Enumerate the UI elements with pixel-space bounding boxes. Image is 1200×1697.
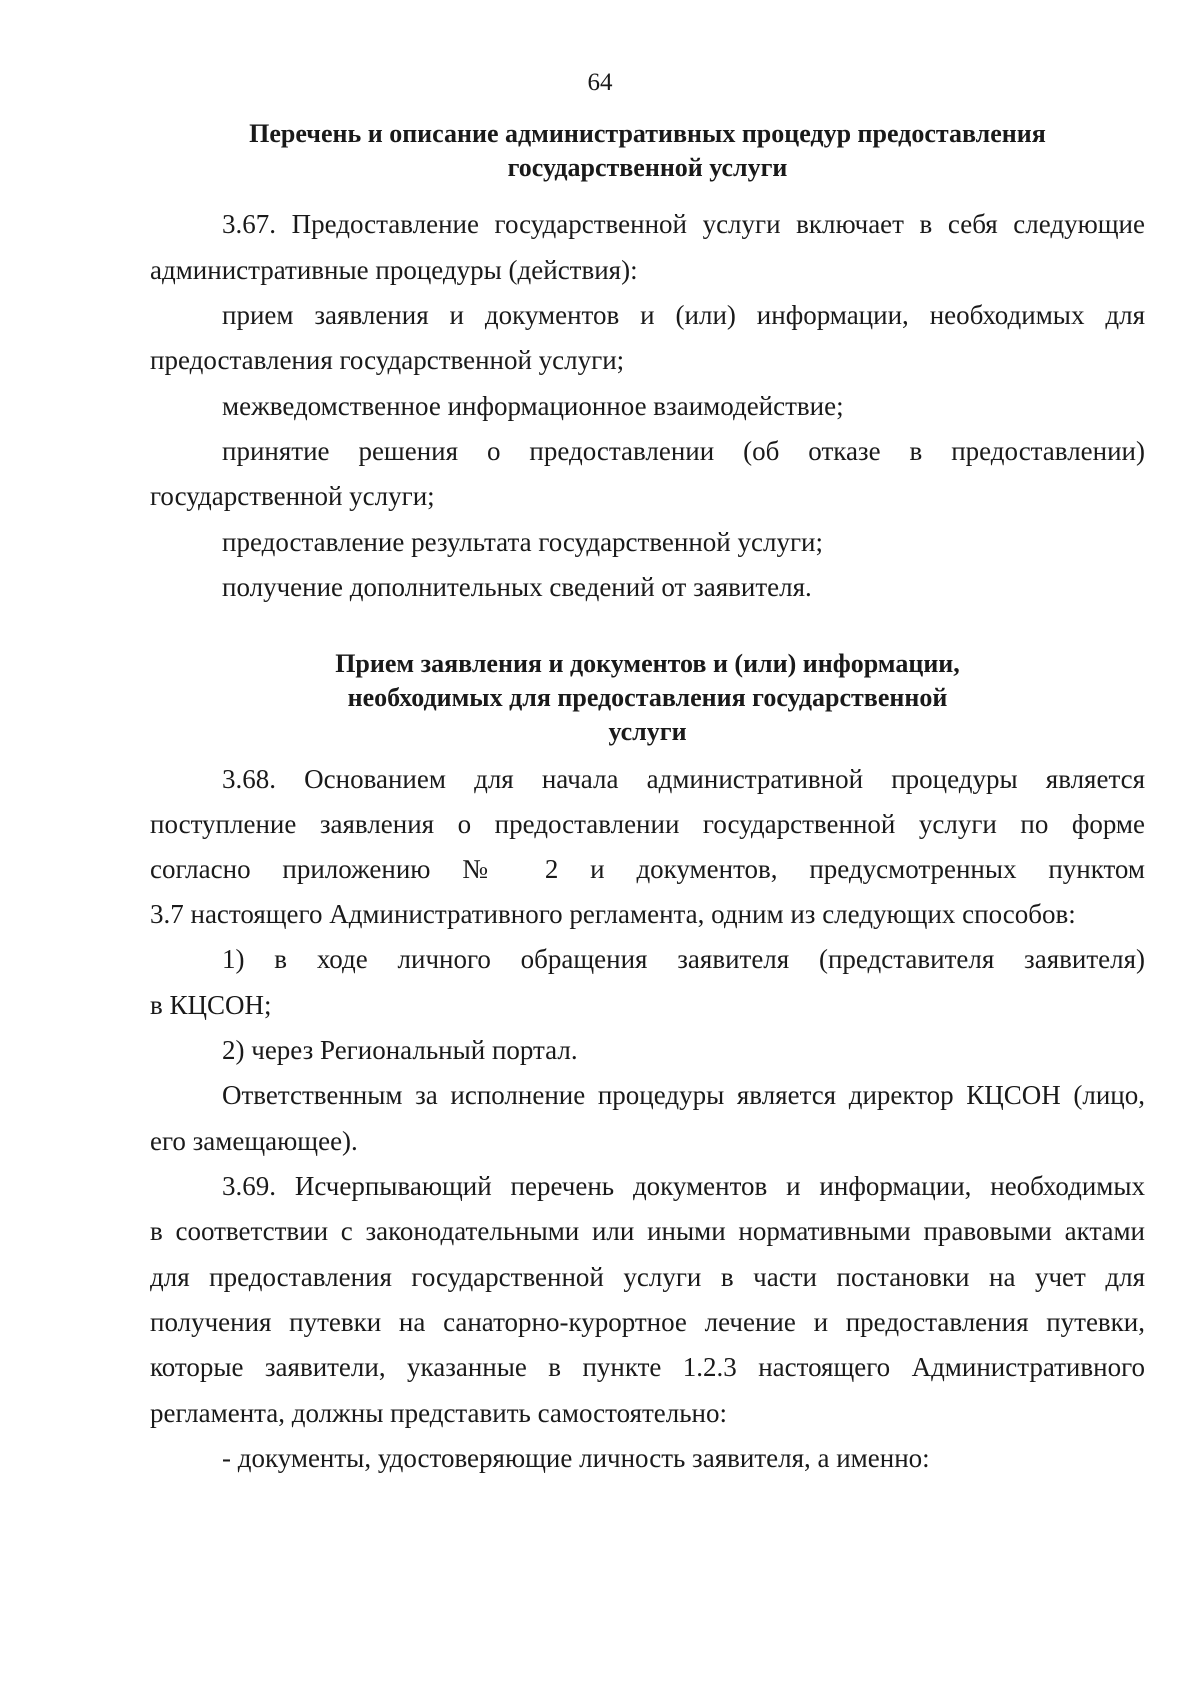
paragraph-3-68-line: поступление заявления о предоставлении государственной услуги по форме — [150, 809, 1145, 839]
paragraph-3-68-line: его замещающее). — [150, 1126, 358, 1156]
paragraph-3-68-line: 2) через Региональный портал. — [222, 1035, 578, 1065]
paragraph-3-68-line: 3.68. Основанием для начала административной процедуры является — [222, 764, 1145, 794]
paragraph-3-68-line: согласно приложению № 2 и документов, предусмотренных пунктом — [150, 854, 1145, 884]
paragraph-3-69-line: 3.69. Исчерпывающий перечень документов и информации, необходимых — [222, 1171, 1145, 1201]
list-item-line: предоставления государственной услуги; — [150, 345, 625, 375]
list-item-line: прием заявления и документов и (или) информации, необходимых для — [222, 300, 1145, 330]
heading-line: государственной услуги — [507, 153, 788, 182]
paragraph-3-69-line: в соответствии с законодательными или иными нормативными правовыми актами — [150, 1216, 1145, 1246]
paragraph-3-67-line: административные процедуры (действия): — [150, 255, 638, 285]
paragraph-3-69-line: - документы, удостоверяющие личность заявителя, а именно: — [222, 1443, 930, 1473]
section-heading-reception — [150, 647, 1145, 749]
heading-line: необходимых для предоставления государственной — [347, 683, 948, 712]
heading-line: Перечень и описание административных процедур предоставления — [249, 119, 1046, 148]
paragraph-3-68-line: 1) в ходе личного обращения заявителя (представителя заявителя) — [222, 944, 1145, 974]
paragraph-3-69-line: получения путевки на санаторно-курортное лечение и предоставления путевки, — [150, 1307, 1145, 1337]
list-item-line: принятие решения о предоставлении (об отказе в предоставлении) — [222, 436, 1145, 466]
paragraph-3-68-line: 3.7 настоящего Административного регламента, одним из следующих способов: — [150, 899, 1076, 929]
paragraph-3-69-line: которые заявители, указанные в пункте 1.2.3 настоящего Административного — [150, 1352, 1145, 1382]
heading-line: услуги — [608, 717, 687, 746]
list-item-line: государственной услуги; — [150, 481, 435, 511]
list-item-line: предоставление результата государственной услуги; — [222, 527, 823, 557]
heading-line: Прием заявления и документов и (или) информации, — [335, 649, 960, 678]
paragraph-3-69-line: для предоставления государственной услуги в части постановки на учет для — [150, 1262, 1145, 1292]
paragraph-3-69-line: регламента, должны представить самостоятельно: — [150, 1398, 728, 1428]
paragraph-3-68-line: в КЦСОН; — [150, 990, 272, 1020]
paragraph-3-67-line: 3.67. Предоставление государственной услуги включает в себя следующие — [222, 209, 1145, 239]
paragraph-3-68-line: Ответственным за исполнение процедуры является директор КЦСОН (лицо, — [222, 1080, 1145, 1110]
list-item-line: получение дополнительных сведений от заявителя. — [222, 572, 812, 602]
page-number: 64 — [587, 69, 613, 96]
list-item-line: межведомственное информационное взаимодействие; — [222, 391, 844, 421]
section-heading-procedures — [150, 117, 1145, 185]
